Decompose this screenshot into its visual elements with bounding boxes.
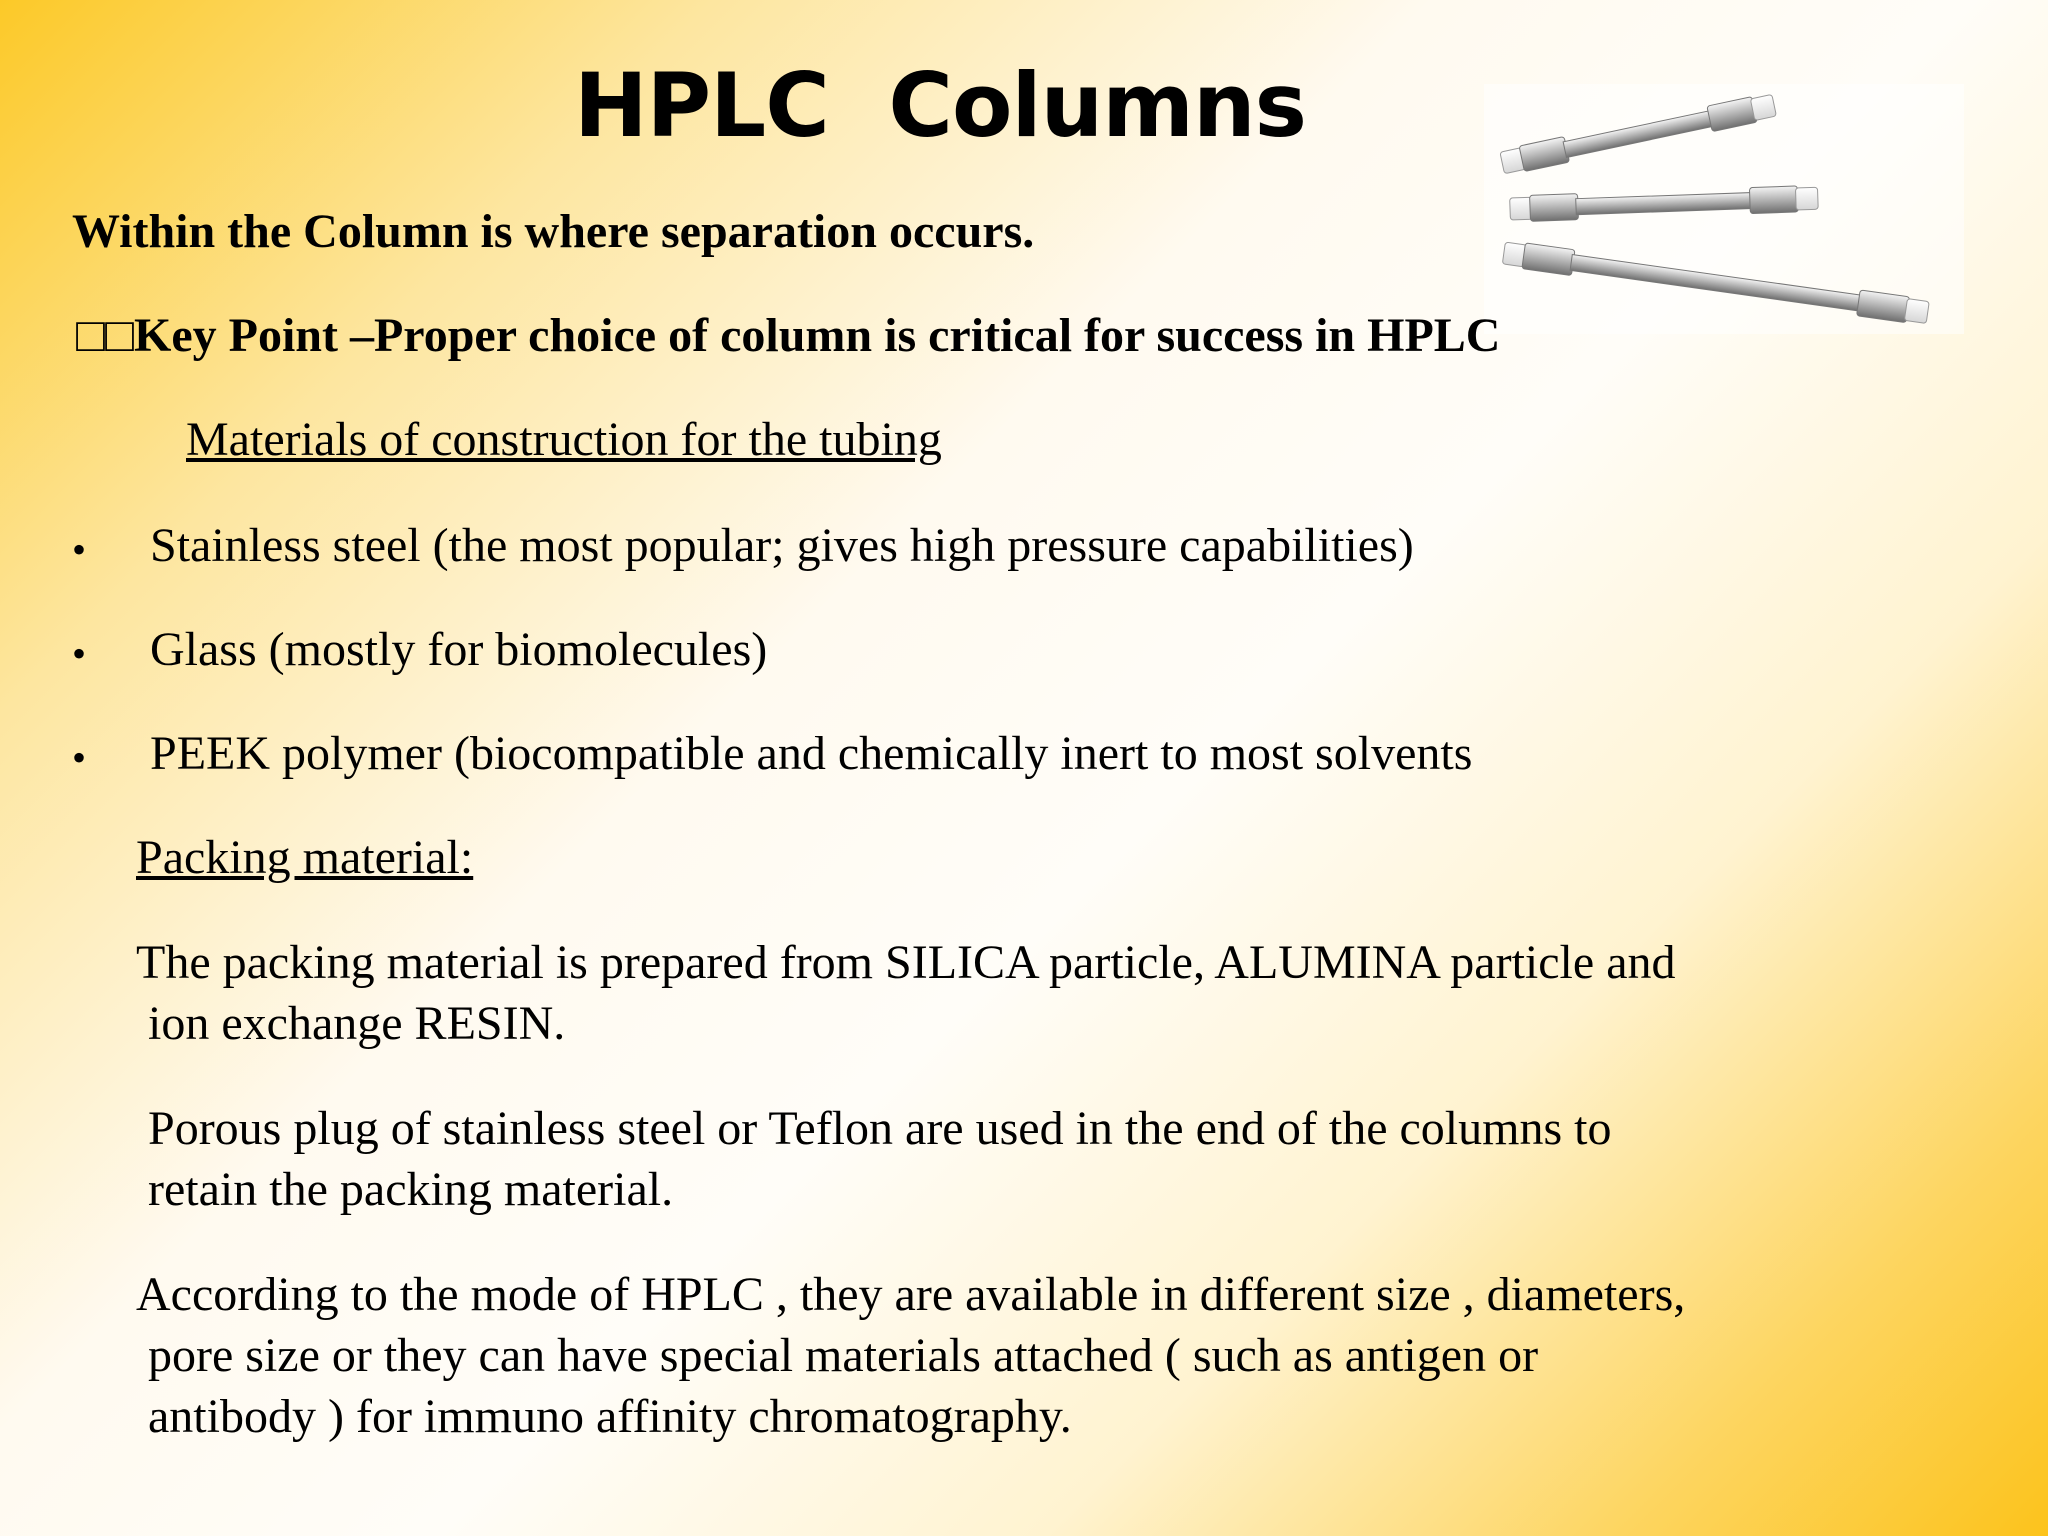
- paragraph-line: retain the packing material.: [148, 1163, 674, 1216]
- packing-paragraph-2: [136, 1098, 1611, 1220]
- packing-paragraph-1: [136, 932, 1676, 1054]
- paragraph-line: antibody ) for immuno affinity chromatography.: [148, 1390, 1072, 1443]
- bullet-glyph: •: [72, 631, 87, 676]
- paragraph-line: According to the mode of HPLC , they are available in different size , diameters,: [136, 1268, 1686, 1321]
- list-item: Stainless steel (the most popular; gives high pressure capabilities): [150, 519, 1414, 572]
- hplc-columns-illustration: [1484, 84, 1964, 334]
- packing-paragraph-3: [136, 1264, 1685, 1447]
- packing-heading: Packing material:: [136, 831, 474, 884]
- bullet-glyph: •: [72, 527, 87, 572]
- key-point-text: □□Key Point –Proper choice of column is critical for success in HPLC: [76, 309, 1501, 362]
- paragraph-line: Porous plug of stainless steel or Teflon are used in the end of the columns to: [148, 1102, 1612, 1155]
- intro-text: Within the Column is where separation occurs.: [72, 205, 1035, 258]
- hplc-columns-photo-icon: [1484, 84, 1964, 334]
- list-item: PEEK polymer (biocompatible and chemically inert to most solvents: [150, 727, 1473, 780]
- materials-heading: Materials of construction for the tubing: [186, 413, 942, 466]
- list-item: Glass (mostly for biomolecules): [150, 623, 768, 676]
- slide-title: HPLC Columns: [573, 54, 1306, 157]
- bullet-glyph: •: [72, 735, 87, 780]
- paragraph-line: The packing material is prepared from SILICA particle, ALUMINA particle and: [136, 936, 1676, 989]
- paragraph-line: ion exchange RESIN.: [148, 997, 566, 1050]
- paragraph-line: pore size or they can have special materials attached ( such as antigen or: [148, 1329, 1539, 1382]
